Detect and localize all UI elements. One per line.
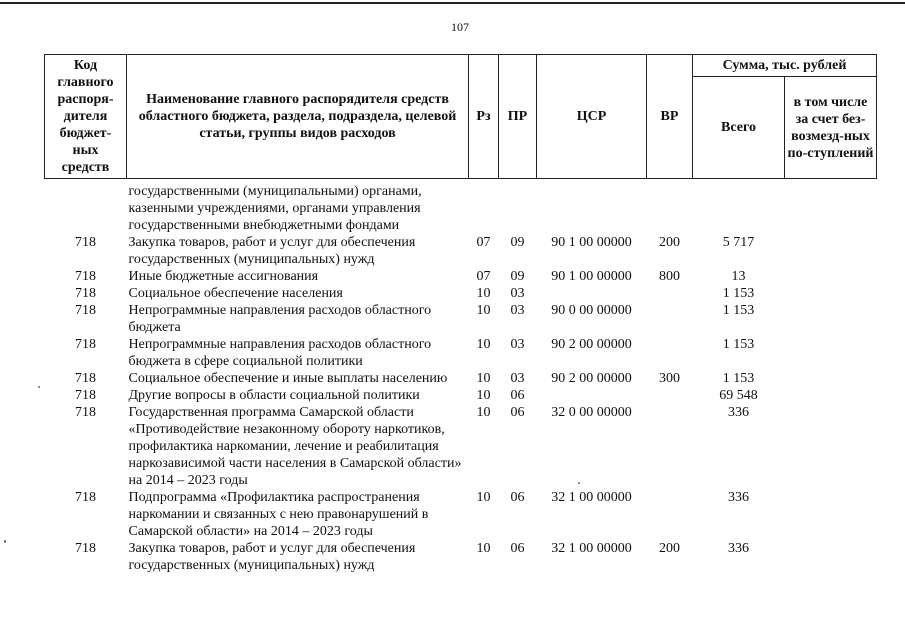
cell-rz: 10 bbox=[476, 286, 491, 301]
cell-name: Иные бюджетные ассигнования bbox=[128, 269, 319, 284]
cell-csr: 90 2 00 00000 bbox=[551, 337, 632, 352]
cell-gratuitous bbox=[785, 285, 877, 302]
cell-gratuitous bbox=[785, 540, 877, 574]
cell-total: 1 153 bbox=[722, 303, 755, 318]
cell-rz: 10 bbox=[476, 337, 491, 352]
cell-total: 1 153 bbox=[722, 371, 755, 386]
cell-csr: 90 2 00 00000 bbox=[551, 371, 632, 386]
cell-csr: 32 1 00 00000 bbox=[551, 541, 632, 556]
cell-gratuitous bbox=[785, 183, 877, 234]
cell-gratuitous bbox=[785, 370, 877, 387]
cell-pr: 03 bbox=[510, 337, 525, 352]
cell-name: Другие вопросы в области социальной политики bbox=[128, 388, 420, 403]
cell-rz bbox=[469, 183, 499, 234]
cell-csr bbox=[537, 183, 647, 234]
table-row bbox=[45, 370, 877, 387]
table-row bbox=[45, 489, 877, 540]
cell-pr: 06 bbox=[510, 541, 525, 556]
cell-name: Непрограммные направления расходов областного бюджета в сфере социальной политики bbox=[128, 337, 432, 369]
header-name: Наименование главного распорядителя средств областного бюджета, раздела, подраздела, целевой статьи, группы видов расходов bbox=[127, 55, 469, 179]
cell-rz: 07 bbox=[476, 235, 491, 250]
cell-code: 718 bbox=[75, 303, 96, 318]
cell-csr: 32 0 00 00000 bbox=[551, 405, 632, 420]
cell-pr: 03 bbox=[510, 286, 525, 301]
cell-vr: 200 bbox=[659, 541, 680, 556]
cell-csr: 32 1 00 00000 bbox=[551, 490, 632, 505]
cell-code: 718 bbox=[75, 405, 96, 420]
cell-csr: 90 0 00 00000 bbox=[551, 303, 632, 318]
cell-rz: 10 bbox=[476, 303, 491, 318]
header-total: Всего bbox=[693, 77, 785, 179]
cell-total: 5 717 bbox=[722, 235, 755, 250]
table-row bbox=[45, 336, 877, 370]
header-sum: Сумма, тыс. рублей bbox=[693, 55, 877, 77]
cell-total: 1 153 bbox=[722, 337, 755, 352]
page-number: 107 bbox=[451, 20, 469, 34]
cell-pr bbox=[499, 183, 537, 234]
cell-name: Непрограммные направления расходов областного бюджета bbox=[128, 303, 432, 335]
cell-vr: 200 bbox=[659, 235, 680, 250]
cell-total: 336 bbox=[728, 541, 749, 556]
cell-name: Закупка товаров, работ и услуг для обеспечения государственных (муниципальных) нужд bbox=[128, 541, 416, 573]
cell-name: Социальное обеспечение и иные выплаты населению bbox=[128, 371, 448, 386]
cell-name: Социальное обеспечение населения bbox=[128, 286, 343, 301]
cell-code: 718 bbox=[75, 235, 96, 250]
cell-vr bbox=[647, 387, 693, 404]
cell-csr bbox=[537, 387, 647, 404]
cell-pr: 06 bbox=[510, 388, 525, 403]
cell-vr bbox=[647, 285, 693, 302]
cell-pr: 03 bbox=[510, 303, 525, 318]
cell-csr bbox=[537, 285, 647, 302]
table-row bbox=[45, 387, 877, 404]
header-rz: Рз bbox=[469, 55, 499, 179]
cell-total: 13 bbox=[731, 269, 746, 284]
cell-name: государственными (муниципальными) органами, казенными учреждениями, органами управления государственными внебюджетными фондами bbox=[128, 184, 422, 233]
cell-vr bbox=[647, 489, 693, 540]
cell-code: 718 bbox=[75, 388, 96, 403]
cell-name: Подпрограмма «Профилактика распространения наркомании и связанных с нею правонарушений в Самарской области» на 2014 – 2023 годы bbox=[128, 490, 429, 539]
cell-gratuitous bbox=[785, 302, 877, 336]
table-row bbox=[45, 183, 877, 234]
cell-total bbox=[693, 183, 785, 234]
table-row bbox=[45, 285, 877, 302]
cell-pr: 09 bbox=[510, 235, 525, 250]
cell-gratuitous bbox=[785, 268, 877, 285]
table-row bbox=[45, 268, 877, 285]
cell-vr bbox=[647, 404, 693, 489]
cell-total: 336 bbox=[728, 490, 749, 505]
cell-gratuitous bbox=[785, 234, 877, 268]
cell-code bbox=[45, 183, 127, 234]
cell-pr: 06 bbox=[510, 490, 525, 505]
header-vr: ВР bbox=[647, 55, 693, 179]
table-row bbox=[45, 540, 877, 574]
cell-vr bbox=[647, 302, 693, 336]
top-rule bbox=[0, 2, 905, 4]
cell-csr: 90 1 00 00000 bbox=[551, 235, 632, 250]
header-gratuitous: в том числе за счет без-возмезд-ных по-ступлений bbox=[785, 77, 877, 179]
cell-rz: 10 bbox=[476, 371, 491, 386]
cell-pr: 09 bbox=[510, 269, 525, 284]
header-pr: ПР bbox=[499, 55, 537, 179]
table-header bbox=[45, 55, 877, 179]
header-csr: ЦСР bbox=[537, 55, 647, 179]
cell-gratuitous bbox=[785, 387, 877, 404]
cell-code: 718 bbox=[75, 337, 96, 352]
budget-table bbox=[44, 54, 877, 574]
cell-name: Закупка товаров, работ и услуг для обеспечения государственных (муниципальных) нужд bbox=[128, 235, 416, 267]
header-code: Код главного распоря-дителя бюджет-ных средств bbox=[45, 55, 127, 179]
table-body bbox=[45, 179, 877, 575]
cell-vr: 300 bbox=[659, 371, 680, 386]
cell-vr bbox=[647, 336, 693, 370]
cell-total: 336 bbox=[728, 405, 749, 420]
scan-speck bbox=[578, 482, 580, 484]
table-row bbox=[45, 404, 877, 489]
table-row bbox=[45, 234, 877, 268]
cell-code: 718 bbox=[75, 371, 96, 386]
cell-rz: 10 bbox=[476, 388, 491, 403]
cell-pr: 06 bbox=[510, 405, 525, 420]
cell-rz: 10 bbox=[476, 490, 491, 505]
cell-total: 69 548 bbox=[719, 388, 758, 403]
cell-pr: 03 bbox=[510, 371, 525, 386]
table-row bbox=[45, 302, 877, 336]
cell-gratuitous bbox=[785, 489, 877, 540]
cell-name: Государственная программа Самарской области «Противодействие незаконному обороту наркотиков, профилактика наркомании, лечение и реабилитация наркозависимой части населения в Самарской области» на 2014 – 2023 годы bbox=[128, 405, 462, 488]
cell-total: 1 153 bbox=[722, 286, 755, 301]
cell-gratuitous bbox=[785, 404, 877, 489]
cell-code: 718 bbox=[75, 490, 96, 505]
cell-gratuitous bbox=[785, 336, 877, 370]
cell-code: 718 bbox=[75, 541, 96, 556]
scan-speck bbox=[38, 386, 40, 388]
cell-code: 718 bbox=[75, 286, 96, 301]
cell-rz: 07 bbox=[476, 269, 491, 284]
cell-rz: 10 bbox=[476, 541, 491, 556]
cell-csr: 90 1 00 00000 bbox=[551, 269, 632, 284]
cell-vr bbox=[647, 183, 693, 234]
cell-code: 718 bbox=[75, 269, 96, 284]
scan-speck bbox=[4, 540, 6, 543]
cell-vr: 800 bbox=[659, 269, 680, 284]
cell-rz: 10 bbox=[476, 405, 491, 420]
